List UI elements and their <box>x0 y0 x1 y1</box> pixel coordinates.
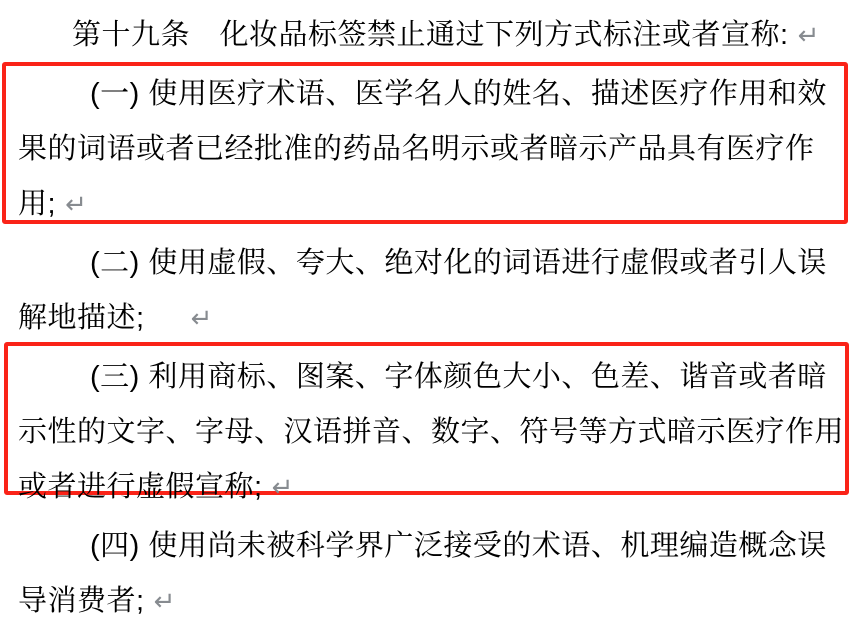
title-line <box>18 8 847 63</box>
paragraph-item-2 <box>18 236 847 346</box>
paragraph-title <box>18 8 847 63</box>
paragraph-item-3 <box>18 350 847 515</box>
paragraph-item-1 <box>18 67 847 232</box>
item-1-line-1 <box>18 67 847 122</box>
item-3-line-2 <box>18 405 847 460</box>
item-1-text-1: (一) 使用医疗术语、医学名人的姓名、描述医疗作用和效 <box>90 78 827 110</box>
item-4-line-2 <box>18 574 847 629</box>
item-4-text-2: 导消费者; <box>18 585 145 617</box>
paragraph-mark-icon: ↵ <box>271 473 294 503</box>
paragraph-mark-icon: ↵ <box>190 304 213 334</box>
item-2-line-2 <box>18 291 847 346</box>
item-4-line-1 <box>18 519 847 574</box>
item-3-line-3 <box>18 460 847 515</box>
item-2-text-1: (二) 使用虚假、夸大、绝对化的词语进行虚假或者引人误 <box>90 247 827 279</box>
item-3-line-1 <box>18 350 847 405</box>
item-1-text-2: 果的词语或者已经批准的药品名明示或者暗示产品具有医疗作 <box>18 133 815 165</box>
title-text: 第十九条 化妆品标签禁止通过下列方式标注或者宣称: <box>72 19 789 51</box>
item-3-text-2: 示性的文字、字母、汉语拼音、数字、符号等方式暗示医疗作用 <box>18 416 845 448</box>
paragraph-item-4 <box>18 519 847 629</box>
paragraph-mark-icon: ↵ <box>797 21 820 51</box>
item-1-line-2 <box>18 122 847 177</box>
paragraph-mark-icon: ↵ <box>153 587 176 617</box>
item-3-text-3: 或者进行虚假宣称; <box>18 471 263 503</box>
item-2-text-2: 解地描述; <box>18 302 145 334</box>
item-1-line-3 <box>18 177 847 232</box>
item-3-text-1: (三) 利用商标、图案、字体颜色大小、色差、谐音或者暗 <box>90 361 827 393</box>
paragraph-mark-icon: ↵ <box>65 190 88 220</box>
item-1-text-3: 用; <box>18 188 57 220</box>
item-4-text-1: (四) 使用尚未被科学界广泛接受的术语、机理编造概念误 <box>90 530 827 562</box>
item-2-line-1 <box>18 236 847 291</box>
